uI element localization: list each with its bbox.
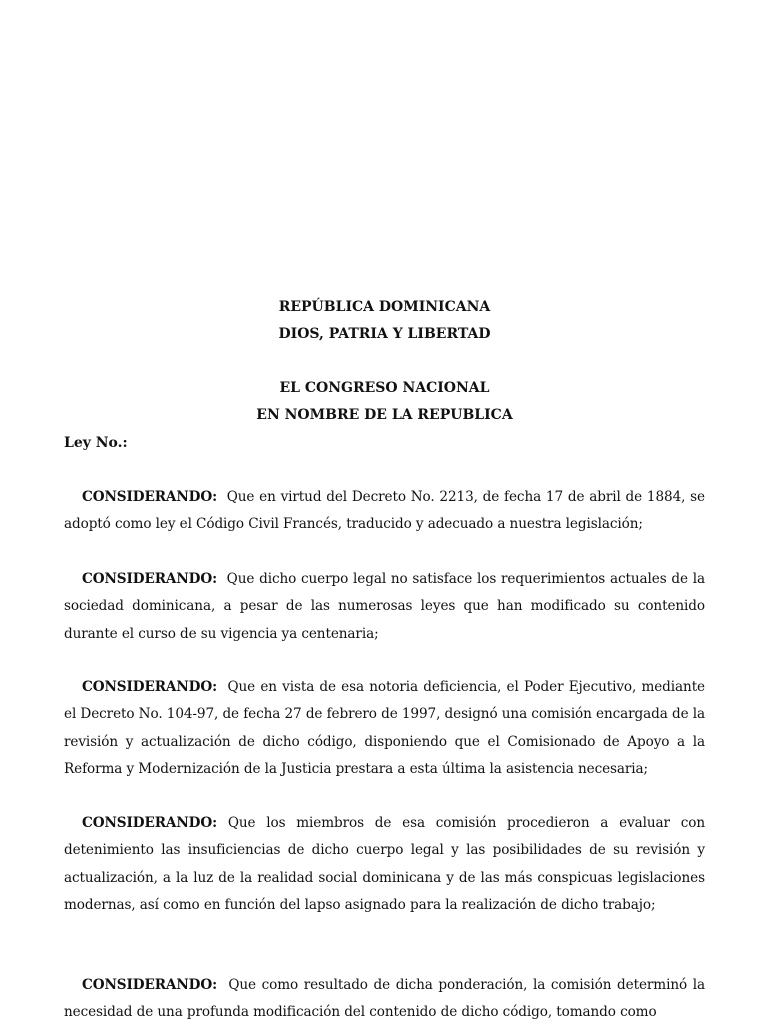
considerando-keyword: CONSIDERANDO:: [82, 977, 218, 993]
considerando-keyword: CONSIDERANDO:: [82, 571, 218, 587]
header-congress: [64, 375, 705, 429]
considerando-text: Que como resultado de dicha ponderación, la comisión determinó la necesidad de una profunda modificación del contenido de dicho código, tomando como: [64, 977, 705, 1021]
considerando-keyword: CONSIDERANDO:: [82, 815, 218, 831]
considerando-text: Que los miembros de esa comisión procedieron a evaluar con detenimiento las insuficiencias de dicho cuerpo legal y las posibilidades de su revisión y actualización, a la luz de la realidad social dominicana y de las más conspicuas legislaciones modernas, así como en función del lapso asignado para la realización de dicho trabajo;: [64, 815, 705, 913]
considerando-paragraph: [64, 566, 705, 648]
considerando-text: Que en vista de esa notoria deficiencia, el Poder Ejecutivo, mediante el Decreto No. 104-97, de fecha 27 de febrero de 1997, designó una comisión encargada de la revisión y actualización de dicho código, disponiendo que el Comisionado de Apoyo a la Reforma y Modernización de la Justicia prestara a esta última la asistencia necesaria;: [64, 679, 705, 777]
law-number-label: Ley No.:: [64, 435, 128, 451]
considerando-keyword: CONSIDERANDO:: [82, 489, 218, 505]
congress-name: EL CONGRESO NACIONAL: [279, 380, 490, 396]
country-name: REPÚBLICA DOMINICANA: [278, 299, 491, 315]
considerando-paragraph: [64, 484, 705, 539]
considerando-paragraph: [64, 972, 705, 1027]
national-motto: DIOS, PATRIA Y LIBERTAD: [278, 326, 491, 342]
congress-mandate: EN NOMBRE DE LA REPUBLICA: [256, 407, 513, 423]
considerando-paragraph: [64, 810, 705, 919]
considerando-paragraph: [64, 674, 705, 783]
considerando-text: Que dicho cuerpo legal no satisface los requerimientos actuales de la sociedad dominicana, a pesar de las numerosas leyes que han modificado su contenido durante el curso de su vigencia ya centenaria;: [64, 571, 705, 642]
considerando-text: Que en virtud del Decreto No. 2213, de fecha 17 de abril de 1884, se adoptó como ley el Código Civil Francés, traducido y adecuado a nuestra legislación;: [64, 489, 705, 533]
considerando-keyword: CONSIDERANDO:: [82, 679, 218, 695]
header-country-motto: [64, 294, 705, 348]
